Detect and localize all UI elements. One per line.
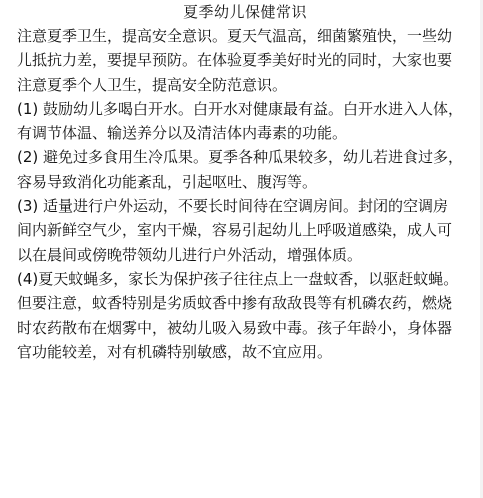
text-line: (4)夏天蚊蝇多，家长为保护孩子往往点上一盘蚊香，以驱赶蚊蝇。 — [17, 269, 459, 288]
paragraph-intro — [17, 24, 473, 97]
text-line: 时农药散布在烟雾中，被幼儿吸入易致中毒。孩子年龄小，身体器 — [17, 318, 453, 337]
paragraph-item-1 — [17, 97, 473, 146]
text-line: 容易导致消化功能紊乱，引起呕吐、腹泻等。 — [17, 172, 318, 191]
text-line: 以在晨间或傍晚带领幼儿进行户外活动，增强体质。 — [17, 245, 363, 264]
paragraph-item-2 — [17, 145, 473, 194]
text-line: 有调节体温、输送养分以及清洁体内毒素的功能。 — [17, 124, 348, 143]
text-line: 注意夏季卫生，提高安全意识。夏天气温高，细菌繁殖快，一些幼 — [17, 27, 453, 45]
text-line: 儿抵抗力差，要提早预防。在体验夏季美好时光的同时，大家也要 — [17, 51, 453, 70]
text-line: 间内新鲜空气少，室内干燥，容易引起幼儿上呼吸道感染，成人可 — [17, 221, 453, 240]
document-title: 夏季幼儿保健常识 — [182, 3, 307, 21]
paragraph-item-4 — [17, 267, 473, 364]
text-line: (2) 避免过多食用生冷瓜果。夏季各种瓜果较多，幼儿若进食过多， — [17, 148, 464, 167]
text-line: (1) 鼓励幼儿多喝白开水。白开水对健康最有益。白开水进入人体， — [17, 99, 464, 118]
text-line: 注意夏季个人卫生，提高安全防范意识。 — [17, 75, 288, 94]
text-line: (3) 适量进行户外运动，不要长时间待在空调房间。封闭的空调房 — [17, 197, 449, 216]
text-line: 但要注意，蚊香特别是劣质蚊香中掺有敌敌畏等有机磷农药，燃烧 — [17, 294, 453, 313]
paragraph-item-3 — [17, 194, 473, 267]
text-line: 官功能较差，对有机磷特别敏感，故不宜应用。 — [17, 342, 333, 361]
